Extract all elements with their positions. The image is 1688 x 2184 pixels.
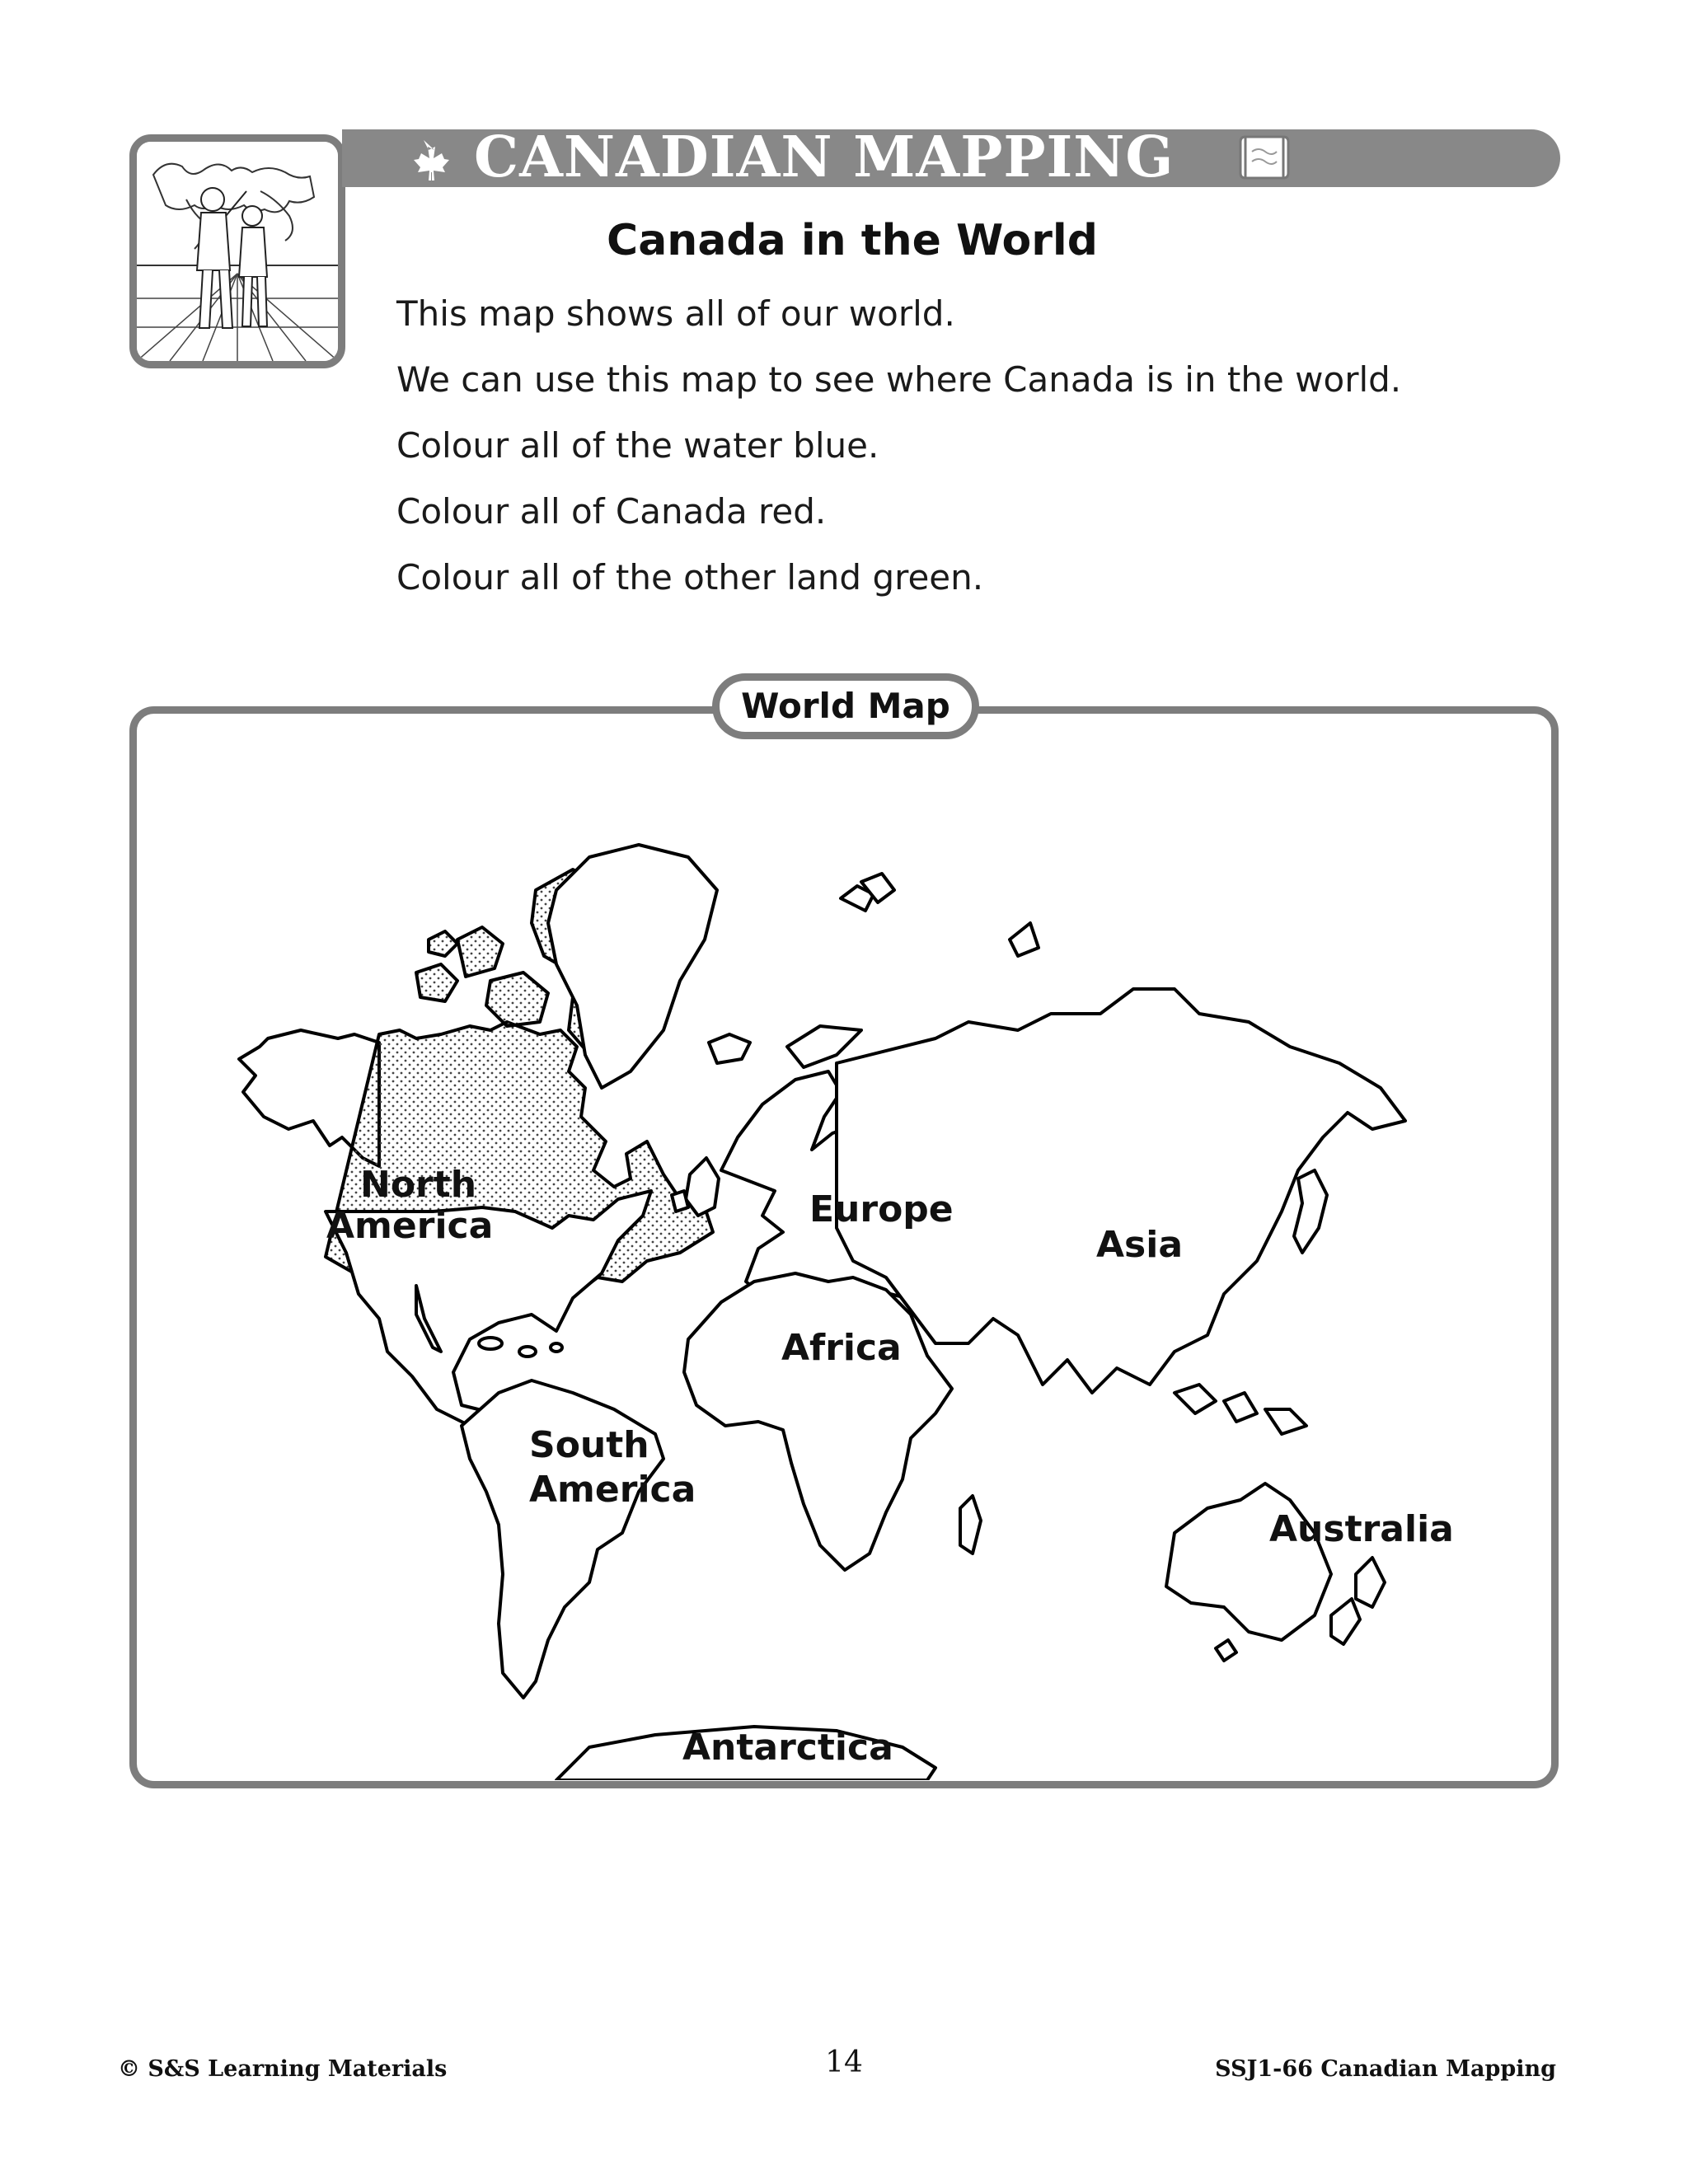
label-australia: Australia — [1269, 1508, 1454, 1550]
instruction-line: Colour all of the other land green. — [396, 557, 984, 598]
footer-series: SSJ1-66 Canadian Mapping — [1215, 2056, 1556, 2082]
label-asia: Asia — [1096, 1224, 1184, 1266]
label-north-america: North — [360, 1164, 477, 1206]
world-map-tab: World Map — [712, 673, 979, 739]
label-africa: Africa — [781, 1327, 902, 1369]
label-europe: Europe — [809, 1188, 954, 1230]
instruction-line: We can use this map to see where Canada is in the world. — [396, 359, 1402, 400]
maple-leaf-icon — [398, 138, 449, 185]
arctic-islands-outline — [457, 927, 503, 977]
world-map-outline — [144, 725, 1545, 1780]
footer-copyright: © S&S Learning Materials — [118, 2056, 448, 2082]
australia-outline — [1166, 1483, 1331, 1640]
label-south-america: America — [529, 1469, 696, 1511]
instruction-line: Colour all of Canada red. — [396, 491, 827, 532]
page-number: 14 — [825, 2046, 863, 2079]
label-north-america: America — [326, 1205, 494, 1247]
label-antarctica: Antarctica — [682, 1727, 893, 1769]
instruction-line: This map shows all of our world. — [396, 293, 955, 334]
africa-outline — [684, 1273, 952, 1570]
page-subtitle: Canada in the World — [607, 216, 1098, 265]
instruction-line: Colour all of the water blue. — [396, 425, 879, 466]
banner-title: CANADIAN MAPPING — [474, 124, 1175, 190]
label-south-america: South — [529, 1424, 649, 1466]
scroll-icon — [1234, 134, 1290, 181]
